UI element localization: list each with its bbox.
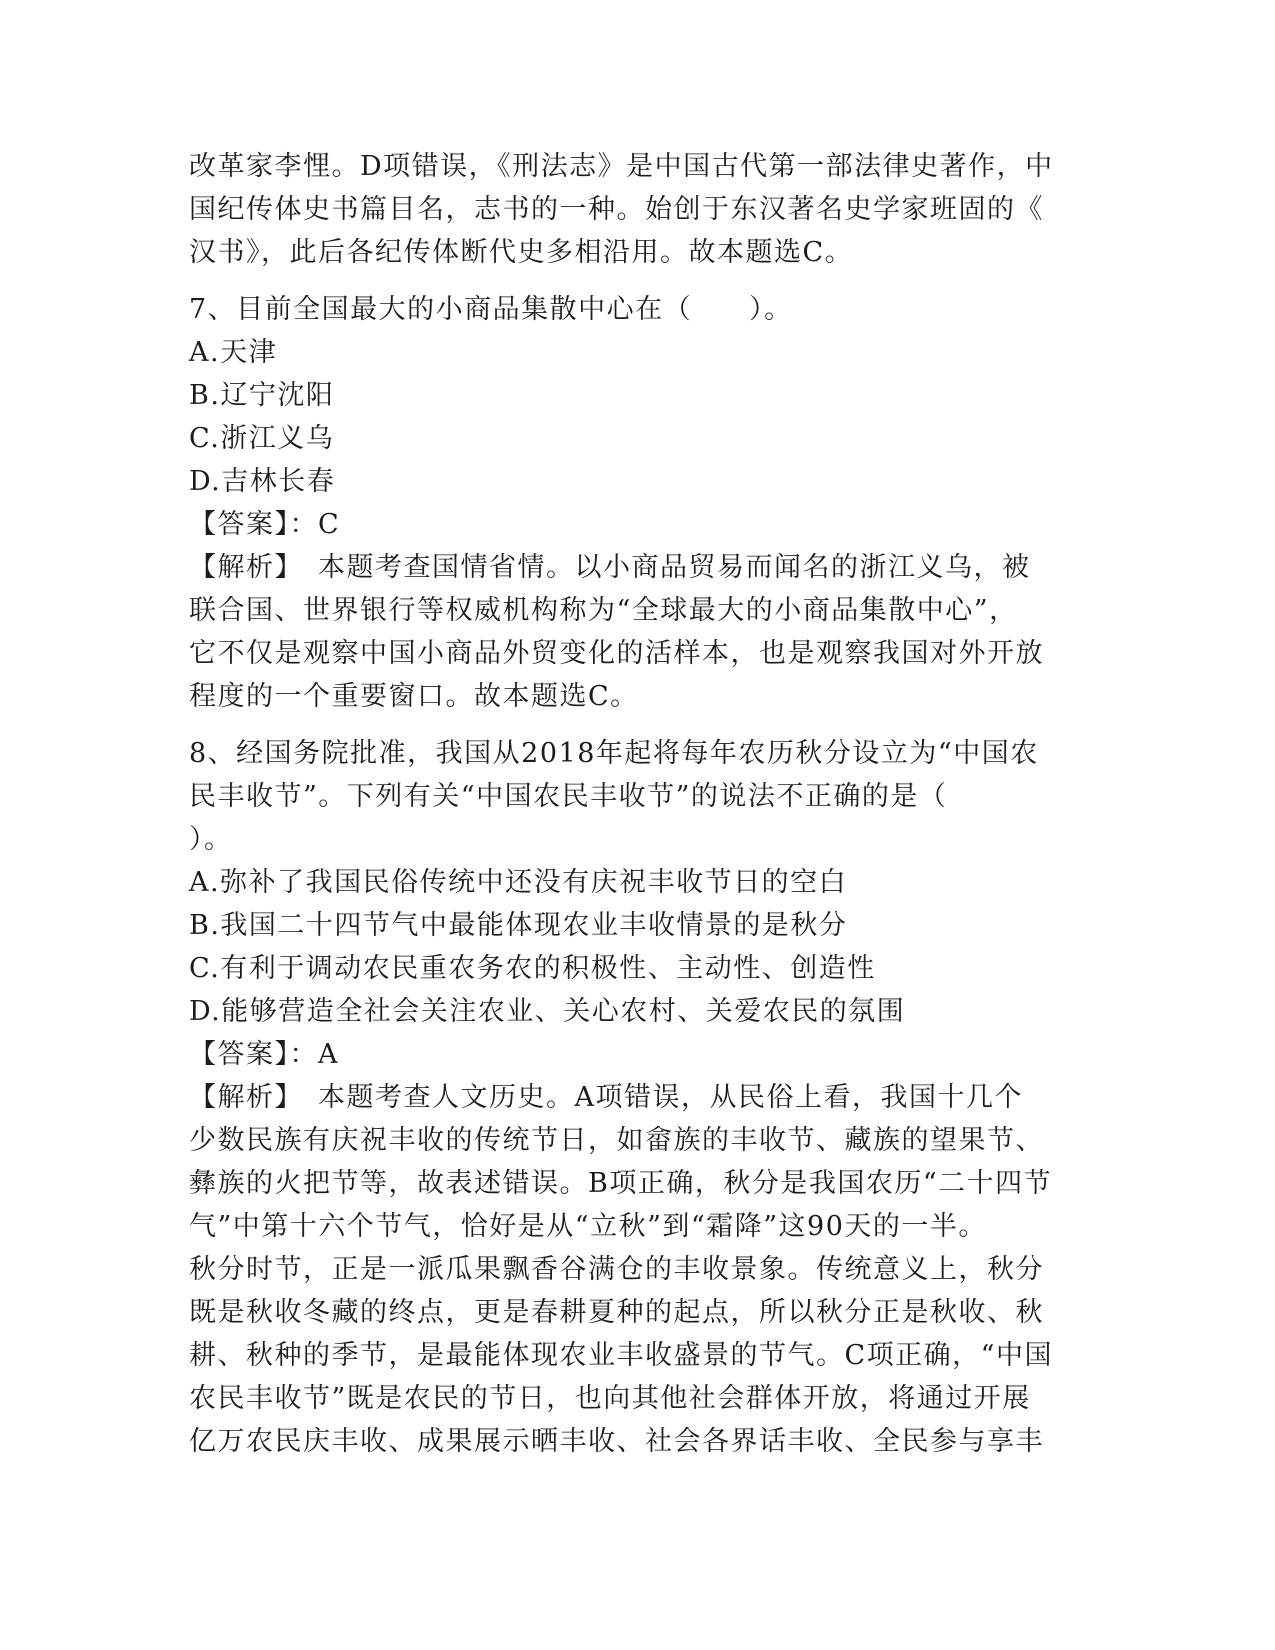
answer-value: C [318,509,341,540]
analysis-text: 气”中第十六个节气，恰好是从“立秋”到“霜降”这90天的一半。 [189,1211,987,1242]
answer-value: A [318,1039,339,1070]
analysis-text: 本题考查人文历史。A项错误，从民俗上看，我国十几个 [318,1082,1023,1113]
analysis-text: 农民丰收节”既是农民的节日，也向其他社会群体开放，将通过开展 [189,1383,1031,1414]
analysis-text: 既是秋收冬藏的终点，更是春耕夏种的起点，所以秋分正是秋收、秋 [189,1297,1044,1328]
analysis-label: 【解析】 [189,552,318,583]
answer-label: 【答案】： [189,509,318,540]
analysis-text: 本题考查国情省情。以小商品贸易而闻名的浙江义乌，被 [318,552,1031,583]
analysis-text: 它不仅是观察中国小商品外贸变化的活样本，也是观察我国对外开放 [189,638,1044,669]
option-a: A.天津 [189,337,278,368]
analysis-text: 亿万农民庆丰收、成果展示晒丰收、社会各界话丰收、全民参与享丰 [189,1426,1044,1457]
question-stem: 8、经国务院批准，我国从2018年起将每年农历秋分设立为“中国农 [189,738,1039,769]
question-7 [189,288,1089,718]
analysis-text: 联合国、世界银行等权威机构称为“全球最大的小商品集散中心”， [189,595,1018,626]
analysis-label: 【解析】 [189,1082,318,1113]
analysis-text: 彝族的火把节等，故表述错误。B项正确，秋分是我国农历“二十四节 [189,1168,1053,1199]
text-line: 汉书》，此后各纪传体断代史多相沿用。故本题选C。 [189,237,854,268]
text-line: 国纪传体史书篇目名，志书的一种。始创于东汉著名史学家班固的《 [189,194,1044,225]
option-c: C.浙江义乌 [189,423,335,454]
analysis-first-line [189,1076,1089,1119]
option-b: B.我国二十四节气中最能体现农业丰收情景的是秋分 [189,910,848,941]
analysis-first-line [189,546,1089,589]
option-a: A.弥补了我国民俗传统中还没有庆祝丰收节日的空白 [189,867,848,898]
question-stem: 民丰收节”。下列有关“中国农民丰收节”的说法不正确的是（ [189,781,948,812]
answer-line [189,503,1089,546]
question-8 [189,732,1089,1463]
option-d: D.吉林长春 [189,466,336,497]
analysis-text: 耕、秋种的季节，是最能体现农业丰收盛景的节气。C项正确，“中国 [189,1340,1053,1371]
option-d: D.能够营造全社会关注农业、关心农村、关爱农民的氛围 [189,996,906,1027]
option-c: C.有利于调动农民重农务农的积极性、主动性、创造性 [189,953,876,984]
document-body [189,145,1089,1463]
question-stem: 7、目前全国最大的小商品集散中心在（ ）。 [189,294,793,325]
answer-line [189,1033,1089,1076]
analysis-text: 少数民族有庆祝丰收的传统节日，如畲族的丰收节、藏族的望果节、 [189,1125,1044,1156]
answer-label: 【答案】： [189,1039,318,1070]
question-stem: ）。 [189,824,233,855]
text-line: 改革家李悝。D项错误，《刑法志》是中国古代第一部法律史著作，中 [189,151,1054,182]
previous-analysis-continuation [189,145,1089,274]
option-b: B.辽宁沈阳 [189,380,335,411]
analysis-text: 程度的一个重要窗口。故本题选C。 [189,681,639,712]
analysis-text: 秋分时节，正是一派瓜果飘香谷满仓的丰收景象。传统意义上，秋分 [189,1254,1044,1285]
